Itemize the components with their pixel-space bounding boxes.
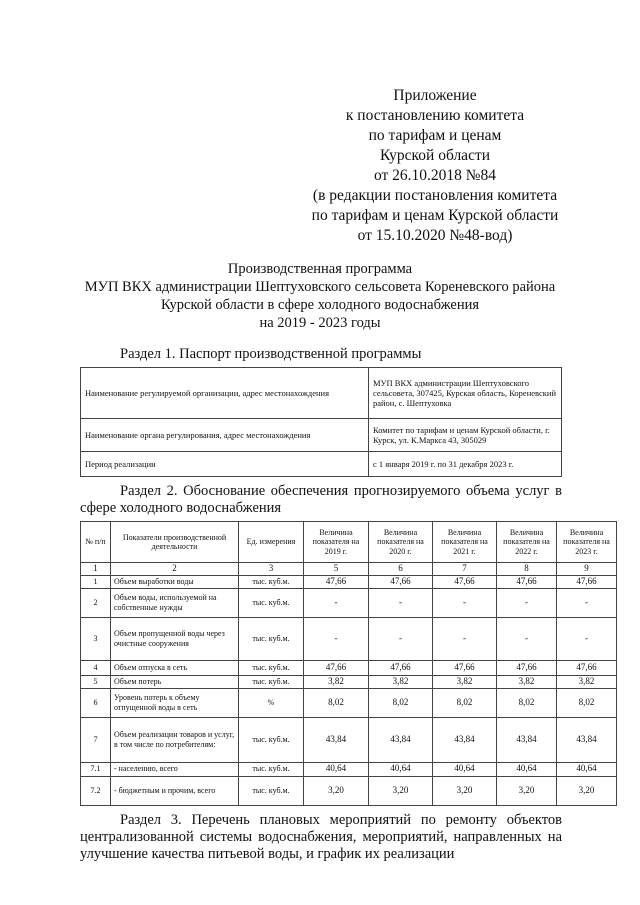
row-number: 2: [81, 588, 111, 617]
row-value: 40,64: [369, 762, 433, 776]
table-row: [81, 617, 617, 660]
row-number: 3: [81, 617, 111, 660]
column-header: Величина показателя на 2023 г.: [557, 522, 617, 563]
row-value: 8,02: [433, 688, 497, 717]
row-value: 3,20: [369, 776, 433, 805]
row-value: 43,84: [369, 717, 433, 762]
row-value: 40,64: [304, 762, 369, 776]
row-indicator: Объем выработки воды: [111, 575, 239, 588]
row-value: 8,02: [369, 688, 433, 717]
passport-value: МУП ВКХ администрации Шептуховского сельсовета, 307425, Курская область, Кореневский район, с. Шептуховка: [368, 368, 561, 419]
row-value: 47,66: [369, 575, 433, 588]
column-index: 3: [239, 563, 304, 576]
row-value: 40,64: [497, 762, 557, 776]
section1-heading: Раздел 1. Паспорт производственной программы: [120, 346, 422, 362]
row-indicator: - бюджетным и прочим, всего: [111, 776, 239, 805]
table-row: [81, 675, 617, 688]
row-value: -: [433, 588, 497, 617]
row-value: 47,66: [369, 660, 433, 675]
row-value: 47,66: [497, 575, 557, 588]
column-index: 5: [304, 563, 369, 576]
title-line: Производственная программа: [227, 261, 413, 277]
passport-value: Комитет по тарифам и ценам Курской области, г. Курск, ул. К.Маркса 43, 305029: [368, 419, 561, 452]
row-indicator: Объем отпуска в сеть: [111, 660, 239, 675]
row-value: 3,20: [304, 776, 369, 805]
passport-label: Наименование регулируемой организации, адрес местонахождения: [81, 368, 369, 419]
passport-value: с 1 января 2019 г. по 31 декабря 2023 г.: [368, 452, 561, 477]
header-line: от 15.10.2020 №48-вод): [357, 227, 513, 244]
row-number: 7: [81, 717, 111, 762]
row-value: 3,20: [433, 776, 497, 805]
passport-label: Период реализации: [81, 452, 369, 477]
row-value: 47,66: [557, 660, 617, 675]
column-header: № п/п: [81, 522, 111, 563]
row-indicator: Уровень потерь к объему отпущенной воды в сеть: [111, 688, 239, 717]
column-header: Величина показателя на 2021 г.: [433, 522, 497, 563]
row-value: -: [304, 617, 369, 660]
row-unit: тыс. куб.м.: [239, 588, 304, 617]
table-row: [81, 762, 617, 776]
row-unit: тыс. куб.м.: [239, 762, 304, 776]
row-value: 3,82: [497, 675, 557, 688]
column-index: 8: [497, 563, 557, 576]
header-line: Приложение: [393, 87, 477, 104]
row-unit: тыс. куб.м.: [239, 776, 304, 805]
header-line: по тарифам и ценам: [368, 127, 502, 144]
row-value: 47,66: [497, 660, 557, 675]
column-index: 2: [111, 563, 239, 576]
row-value: 47,66: [304, 575, 369, 588]
passport-row: [81, 419, 562, 452]
row-value: 3,20: [497, 776, 557, 805]
row-value: 8,02: [497, 688, 557, 717]
column-header: Величина показателя на 2020 г.: [369, 522, 433, 563]
row-indicator: Объем потерь: [111, 675, 239, 688]
row-value: 43,84: [304, 717, 369, 762]
row-value: 3,82: [557, 675, 617, 688]
row-value: 8,02: [557, 688, 617, 717]
row-value: 3,82: [304, 675, 369, 688]
row-value: 40,64: [557, 762, 617, 776]
row-number: 5: [81, 675, 111, 688]
column-index-row: [81, 563, 617, 576]
table-row: [81, 660, 617, 675]
column-header: Величина показателя на 2022 г.: [497, 522, 557, 563]
passport-label: Наименование органа регулирования, адрес местонахождения: [81, 419, 369, 452]
header-line: от 26.10.2018 №84: [373, 167, 497, 184]
row-unit: тыс. куб.м.: [239, 575, 304, 588]
section3-heading: Раздел 3. Перечень плановых мероприятий по ремонту объектов централизованной системы водоснабжения, мероприятий, направленных на улучшение качества питьевой воды, и график их реализации: [80, 811, 562, 862]
row-value: -: [369, 617, 433, 660]
row-value: 43,84: [557, 717, 617, 762]
row-value: 40,64: [433, 762, 497, 776]
row-value: -: [497, 588, 557, 617]
table-row: [81, 588, 617, 617]
column-header: Ед. измерения: [239, 522, 304, 563]
table-row: [81, 717, 617, 762]
row-value: -: [433, 617, 497, 660]
row-value: 43,84: [497, 717, 557, 762]
row-value: 47,66: [304, 660, 369, 675]
row-unit: тыс. куб.м.: [239, 617, 304, 660]
table-row: [81, 776, 617, 805]
document-title: [50, 260, 590, 332]
row-value: 47,66: [557, 575, 617, 588]
header-line: (в редакции постановления комитета: [312, 187, 558, 204]
passport-row: [81, 368, 562, 419]
row-indicator: Объем реализации товаров и услуг, в том числе по потребителям:: [111, 717, 239, 762]
appendix-header: [300, 86, 570, 246]
table-row: [81, 575, 617, 588]
passport-table: [80, 367, 562, 477]
table-header-row: [81, 522, 617, 563]
row-number: 4: [81, 660, 111, 675]
row-indicator: Объем пропущенной воды через очистные сооружения: [111, 617, 239, 660]
row-indicator: Объем воды, используемой на собственные нужды: [111, 588, 239, 617]
row-unit: тыс. куб.м.: [239, 675, 304, 688]
row-value: 43,84: [433, 717, 497, 762]
header-line: к постановлению комитета: [345, 107, 525, 124]
column-index: 9: [557, 563, 617, 576]
row-value: 3,82: [433, 675, 497, 688]
header-line: Курской области: [379, 147, 491, 164]
row-value: -: [369, 588, 433, 617]
section2-heading: Раздел 2. Обоснование обеспечения прогнозируемого объема услуг в сфере холодного водоснабжения: [80, 483, 562, 516]
table-row: [81, 688, 617, 717]
row-value: -: [557, 617, 617, 660]
row-indicator: - населению, всего: [111, 762, 239, 776]
indicators-table: [80, 521, 617, 806]
row-number: 6: [81, 688, 111, 717]
row-value: 8,02: [304, 688, 369, 717]
column-index: 1: [81, 563, 111, 576]
title-line: МУП ВКХ администрации Шептуховского сельсовета Кореневского района: [84, 279, 556, 295]
passport-row: [81, 452, 562, 477]
row-value: -: [304, 588, 369, 617]
row-number: 1: [81, 575, 111, 588]
header-line: по тарифам и ценам Курской области: [311, 207, 559, 224]
column-index: 6: [369, 563, 433, 576]
row-unit: тыс. куб.м.: [239, 717, 304, 762]
row-number: 7.1: [81, 762, 111, 776]
row-value: 47,66: [433, 660, 497, 675]
column-index: 7: [433, 563, 497, 576]
row-number: 7.2: [81, 776, 111, 805]
row-value: 3,20: [557, 776, 617, 805]
title-line: на 2019 - 2023 годы: [259, 315, 381, 331]
row-value: 47,66: [433, 575, 497, 588]
row-value: -: [497, 617, 557, 660]
row-unit: тыс. куб.м.: [239, 660, 304, 675]
row-value: -: [557, 588, 617, 617]
column-header: Величина показателя на 2019 г.: [304, 522, 369, 563]
column-header: Показатели производственной деятельности: [111, 522, 239, 563]
row-value: 3,82: [369, 675, 433, 688]
row-unit: %: [239, 688, 304, 717]
title-line: Курской области в сфере холодного водоснабжения: [160, 297, 480, 313]
